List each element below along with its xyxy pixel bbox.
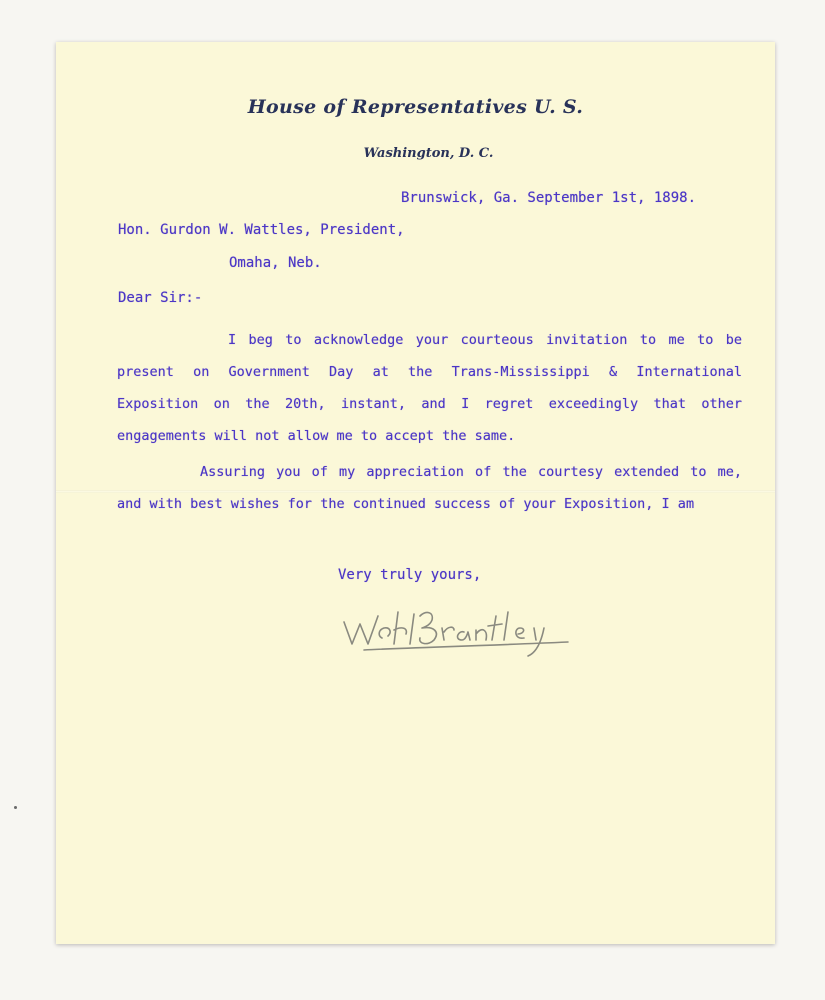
recipient-name: Hon. Gurdon W. Wattles, President, <box>118 222 405 238</box>
dust-speck <box>14 806 17 809</box>
closing: Very truly yours, <box>338 567 482 583</box>
letterhead-place: Washington, D. C. <box>363 146 494 161</box>
salutation: Dear Sir:- <box>118 290 203 306</box>
body-paragraph-2: Assuring you of my appreciation of the courtesy extended to me, and with best wishes for the continued success of your Exposition, I am <box>117 464 742 512</box>
date-line: Brunswick, Ga. September 1st, 1898. <box>401 190 697 206</box>
body-paragraph-1: I beg to acknowledge your courteous invitation to me to be present on Government Day at the Trans-Mississippi & International Exposition on the 20th, instant, and I regret exceedingly that other engagements will not allow me to accept the same. <box>117 332 742 444</box>
recipient-city: Omaha, Neb. <box>229 255 322 271</box>
letter-sheet <box>56 42 775 944</box>
letterhead-title: House of Representatives U. S. <box>247 96 584 118</box>
signature <box>338 602 588 660</box>
